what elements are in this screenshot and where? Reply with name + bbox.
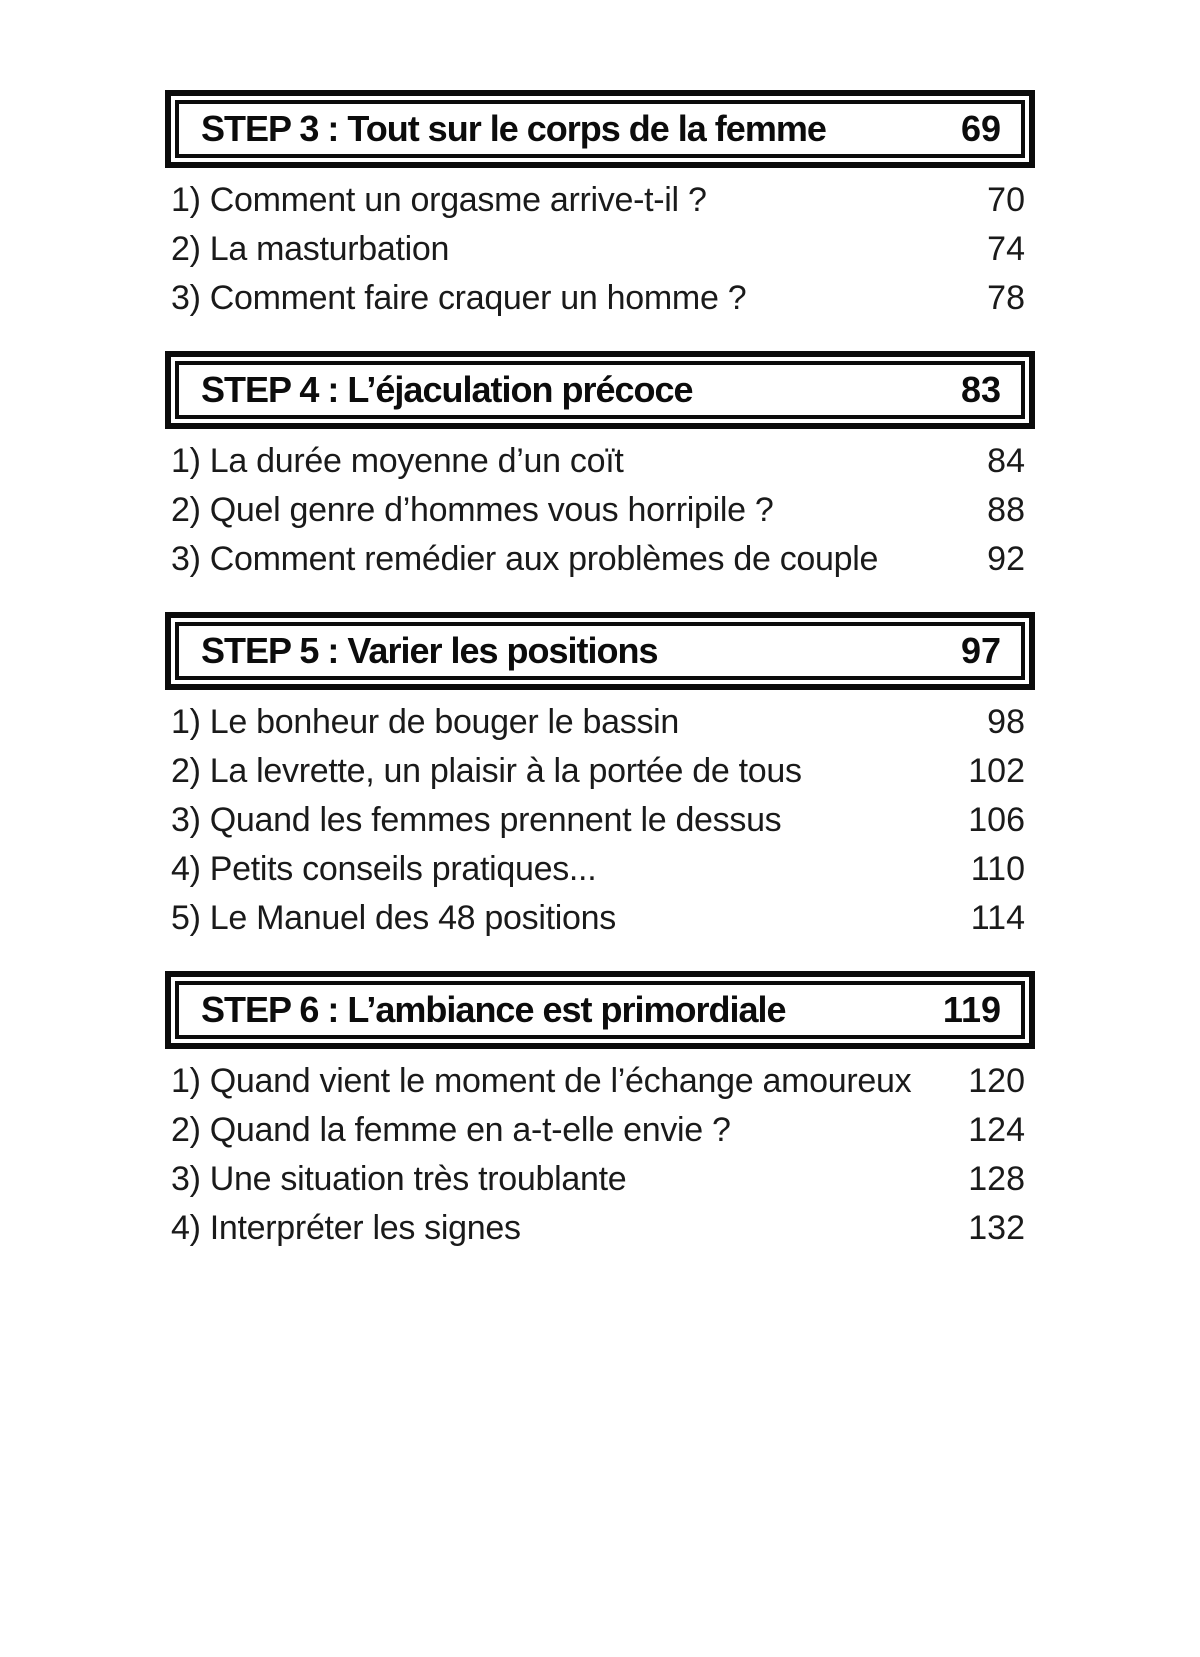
toc-entry: [165, 1155, 1035, 1204]
toc-entry: [165, 176, 1035, 225]
toc-entry-page: 88: [987, 491, 1025, 529]
toc-entry-label: 1) Quand vient le moment de l’échange amoureux: [171, 1062, 912, 1100]
toc-entry-page: 74: [987, 230, 1025, 268]
toc-entry: [165, 1057, 1035, 1106]
toc-section-step-6: [165, 971, 1035, 1253]
step-heading-box-inner: [175, 361, 1025, 419]
toc-entry: [165, 1204, 1035, 1253]
step-title: STEP 3 : Tout sur le corps de la femme: [201, 108, 826, 149]
toc-entry-list: [165, 176, 1035, 323]
step-title: STEP 5 : Varier les positions: [201, 630, 658, 671]
toc-entry-label: 2) Quand la femme en a-t-elle envie ?: [171, 1111, 731, 1149]
toc-entry-label: 4) Interpréter les signes: [171, 1209, 521, 1247]
toc-section-step-4: [165, 351, 1035, 584]
toc-entry-page: 120: [968, 1062, 1025, 1100]
toc-entry-label: 1) Comment un orgasme arrive-t-il ?: [171, 181, 707, 219]
toc-section-step-5: [165, 612, 1035, 943]
toc-entry-label: 3) Comment remédier aux problèmes de couple: [171, 540, 879, 578]
step-heading-box-inner: [175, 622, 1025, 680]
toc-entry: [165, 796, 1035, 845]
toc-entry-page: 78: [987, 279, 1025, 317]
step-page-number: 119: [942, 989, 1001, 1030]
toc-entry: [165, 535, 1035, 584]
toc-section-step-3: [165, 90, 1035, 323]
toc-entry: [165, 845, 1035, 894]
toc-entry-label: 2) Quel genre d’hommes vous horripile ?: [171, 491, 774, 529]
toc-entry-label: 3) Comment faire craquer un homme ?: [171, 279, 747, 317]
step-heading-box-inner: [175, 100, 1025, 158]
step-heading-box-inner: [175, 981, 1025, 1039]
toc-entry-label: 4) Petits conseils pratiques...: [171, 850, 597, 888]
toc-entry-page: 132: [968, 1209, 1025, 1247]
step-title: STEP 6 : L’ambiance est primordiale: [201, 989, 786, 1030]
toc-entry-page: 102: [968, 752, 1025, 790]
toc-entry-list: [165, 698, 1035, 943]
step-page-number: 69: [960, 108, 1001, 149]
step-heading-box: [165, 90, 1035, 168]
toc-entry: [165, 225, 1035, 274]
toc-entry: [165, 894, 1035, 943]
toc-entry-page: 84: [987, 442, 1025, 480]
toc-entry-label: 2) La levrette, un plaisir à la portée de tous: [171, 752, 802, 790]
toc-entry: [165, 698, 1035, 747]
step-heading-box: [165, 612, 1035, 690]
toc-entry-page: 70: [987, 181, 1025, 219]
toc-entry-page: 106: [968, 801, 1025, 839]
toc-entry: [165, 486, 1035, 535]
toc-entry-page: 114: [970, 899, 1025, 937]
toc-entry-label: 2) La masturbation: [171, 230, 450, 268]
step-page-number: 83: [960, 369, 1001, 410]
step-heading-box: [165, 971, 1035, 1049]
toc-entry-list: [165, 437, 1035, 584]
toc-entry-page: 110: [970, 850, 1025, 888]
toc-entry: [165, 437, 1035, 486]
toc-entry-label: 1) La durée moyenne d’un coït: [171, 442, 624, 480]
toc-entry-list: [165, 1057, 1035, 1253]
toc-entry: [165, 274, 1035, 323]
toc-entry-label: 1) Le bonheur de bouger le bassin: [171, 703, 680, 741]
toc-entry-page: 124: [968, 1111, 1025, 1149]
toc-entry-label: 3) Quand les femmes prennent le dessus: [171, 801, 782, 839]
toc-entry-label: 3) Une situation très troublante: [171, 1160, 627, 1198]
toc-entry: [165, 747, 1035, 796]
toc-entry-page: 98: [987, 703, 1025, 741]
toc-entry: [165, 1106, 1035, 1155]
toc-entry-page: 128: [968, 1160, 1025, 1198]
toc-entry-label: 5) Le Manuel des 48 positions: [171, 899, 616, 937]
step-heading-box: [165, 351, 1035, 429]
step-page-number: 97: [960, 630, 1001, 671]
toc-entry-page: 92: [987, 540, 1025, 578]
step-title: STEP 4 : L’éjaculation précoce: [201, 369, 693, 410]
